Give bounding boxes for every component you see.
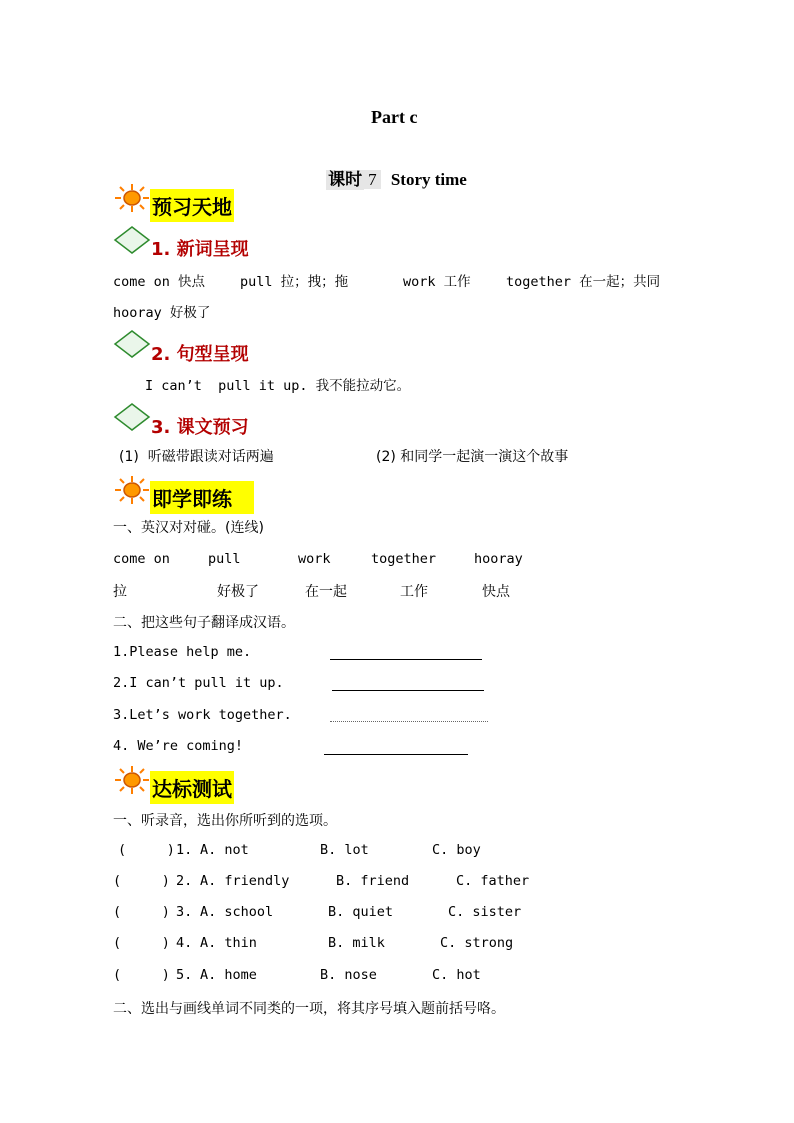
item-number: 5. bbox=[176, 967, 193, 983]
match-english: work bbox=[298, 551, 331, 567]
lesson-number: 7 bbox=[364, 170, 381, 189]
sun-icon bbox=[114, 475, 150, 505]
option-b: B. lot bbox=[320, 842, 369, 858]
lesson-label: 课时 bbox=[328, 170, 363, 190]
translate-sentence: 3.Let’s work together. bbox=[113, 707, 292, 723]
diamond-icon bbox=[114, 226, 150, 254]
option-a: A. school bbox=[200, 904, 274, 920]
question-title: 二、选出与画线单词不同类的一项，将其序号填入题前括号咯。 bbox=[113, 1001, 505, 1017]
match-chinese: 在一起 bbox=[305, 584, 347, 600]
sun-icon bbox=[114, 765, 150, 795]
match-english: pull bbox=[208, 551, 241, 567]
answer-line[interactable] bbox=[330, 659, 482, 660]
option-a: A. not bbox=[200, 842, 249, 858]
option-b: B. friend bbox=[336, 873, 410, 889]
answer-paren[interactable]: ( ) bbox=[113, 967, 170, 983]
subheading-sentence: 2. 句型呈现 bbox=[151, 344, 249, 365]
answer-line[interactable] bbox=[324, 754, 468, 755]
option-c: C. hot bbox=[432, 967, 481, 983]
item-number: 1. bbox=[176, 842, 193, 858]
option-c: C. father bbox=[456, 873, 530, 889]
match-chinese: 拉 bbox=[113, 584, 127, 600]
word-item: work 工作 bbox=[403, 274, 471, 290]
option-b: B. nose bbox=[320, 967, 377, 983]
sun-icon bbox=[114, 183, 150, 213]
question-title: 一、英汉对对碰。(连线) bbox=[113, 520, 264, 536]
story-title: Story time bbox=[390, 170, 467, 189]
option-a: A. thin bbox=[200, 935, 257, 951]
option-b: B. quiet bbox=[328, 904, 394, 920]
preview-task: (1) 听磁带跟读对话两遍 bbox=[119, 449, 274, 465]
subheading-text-preview: 3. 课文预习 bbox=[151, 417, 249, 438]
item-number: 2. bbox=[176, 873, 193, 889]
answer-line[interactable] bbox=[330, 721, 488, 722]
option-a: A. friendly bbox=[200, 873, 290, 889]
part-title: Part c bbox=[371, 107, 418, 127]
word-item: hooray 好极了 bbox=[113, 305, 211, 321]
option-c: C. strong bbox=[440, 935, 514, 951]
answer-line[interactable] bbox=[332, 690, 484, 691]
section-banner-practice: 即学即练 bbox=[150, 481, 254, 514]
subheading-new-words: 1. 新词呈现 bbox=[151, 239, 249, 260]
item-number: 3. bbox=[176, 904, 193, 920]
word-item: together 在一起；共同 bbox=[506, 274, 661, 290]
translate-sentence: 4. We’re coming! bbox=[113, 738, 244, 754]
section-banner-test: 达标测试 bbox=[150, 771, 234, 804]
lesson-line bbox=[316, 146, 467, 190]
preview-task: (2) 和同学一起演一演这个故事 bbox=[376, 449, 569, 465]
diamond-icon bbox=[114, 330, 150, 358]
match-chinese: 快点 bbox=[482, 584, 510, 600]
answer-paren[interactable]: ( ) bbox=[113, 873, 170, 889]
option-c: C. boy bbox=[432, 842, 481, 858]
option-a: A. home bbox=[200, 967, 257, 983]
item-number: 4. bbox=[176, 935, 193, 951]
translate-sentence: 1.Please help me. bbox=[113, 644, 252, 660]
option-b: B. milk bbox=[328, 935, 385, 951]
question-title: 二、把这些句子翻译成汉语。 bbox=[113, 615, 295, 631]
sentence-pattern: I can’t pull it up. 我不能拉动它。 bbox=[145, 378, 411, 394]
match-english: together bbox=[371, 551, 437, 567]
answer-paren[interactable]: ( ) bbox=[118, 842, 175, 858]
match-chinese: 工作 bbox=[400, 584, 428, 600]
option-c: C. sister bbox=[448, 904, 522, 920]
translate-sentence: 2.I can’t pull it up. bbox=[113, 675, 284, 691]
match-english: come on bbox=[113, 551, 170, 567]
match-chinese: 好极了 bbox=[217, 584, 259, 600]
answer-paren[interactable]: ( ) bbox=[113, 904, 170, 920]
section-banner-preview: 预习天地 bbox=[150, 189, 234, 222]
word-item: pull 拉；拽；拖 bbox=[240, 274, 349, 290]
answer-paren[interactable]: ( ) bbox=[113, 935, 170, 951]
diamond-icon bbox=[114, 403, 150, 431]
question-title: 一、听录音，选出你所听到的选项。 bbox=[113, 813, 337, 829]
word-item: come on 快点 bbox=[113, 274, 206, 290]
match-english: hooray bbox=[474, 551, 523, 567]
